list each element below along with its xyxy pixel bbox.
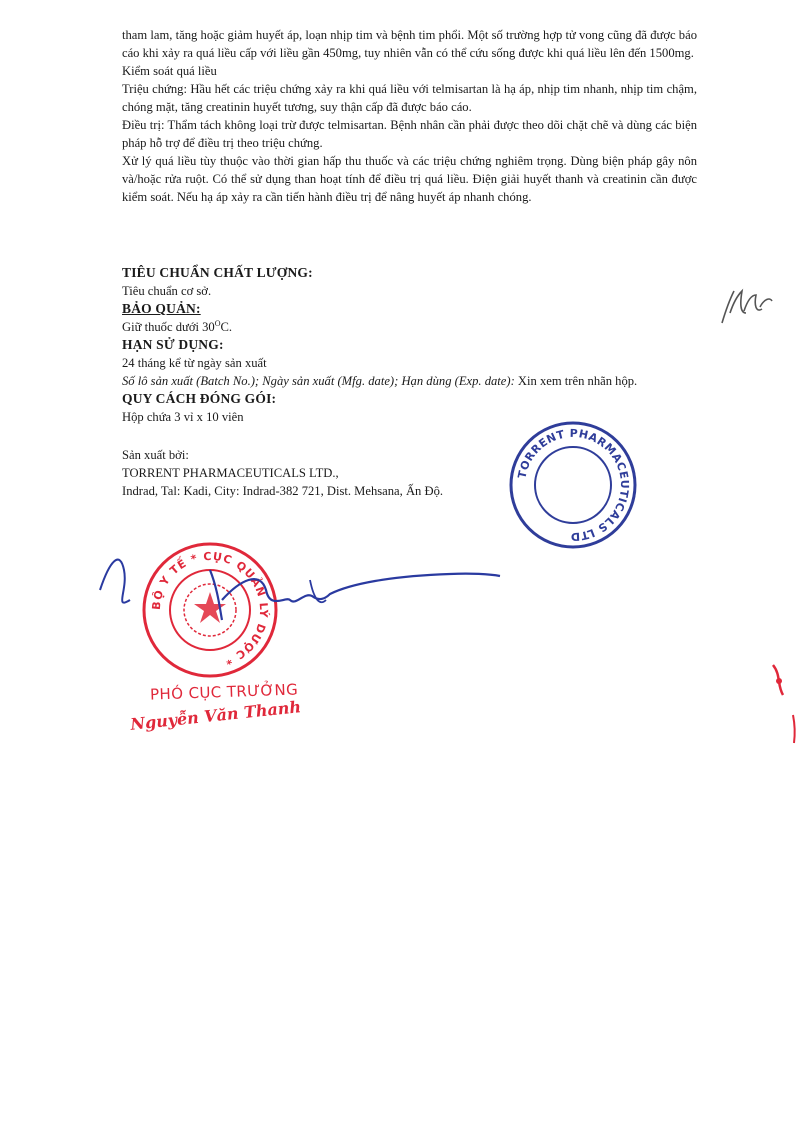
storage-heading: BẢO QUẢN: — [122, 301, 201, 316]
signature-scribble — [90, 540, 510, 630]
overdose-control-heading: Kiểm soát quá liều — [122, 64, 217, 78]
signature-title: PHÓ CỤC TRƯỞNG — [149, 680, 299, 704]
edge-stamp-mark — [765, 655, 800, 745]
batch-note-tail: Xin xem trên nhãn hộp. — [514, 374, 638, 388]
svg-text:TORRENT PHARMACEUTICALS LTD — [515, 427, 631, 543]
overdose-treatment-paragraph: Điều trị: Thẩm tách không loại trừ được telmisartan. Bệnh nhân cần phải được theo dõi chặt chẽ và dùng các biện pháp hỗ trợ để điều trị theo triệu chứng. — [122, 118, 697, 150]
overdose-symptoms-paragraph: Triệu chứng: Hầu hết các triệu chứng xảy ra khi quá liều với telmisartan là hạ áp, nhịp tim nhanh, nhịp tim chậm, chóng mặt, tăng creatinin huyết tương, suy thận cấp đã được báo cáo. — [122, 82, 697, 114]
manufacturer-name: TORRENT PHARMACEUTICALS LTD., — [122, 466, 339, 480]
initials-mark — [718, 283, 778, 333]
overdose-continued-paragraph: tham lam, tăng hoặc giảm huyết áp, loạn nhịp tim và bệnh tim phổi. Một số trường hợp tử vong cũng đã được báo cáo khi xảy ra quá liều cấp với liều gần 450mg, tuy nhiên vẫn có thể cứu sống được khi quá liều lên đến 1500mg. — [122, 28, 697, 60]
quality-heading: TIÊU CHUẨN CHẤT LƯỢNG: — [122, 265, 313, 280]
batch-note-italic: Số lô sản xuất (Batch No.); Ngày sản xuất (Mfg. date); Hạn dùng (Exp. date): — [122, 374, 515, 388]
shelf-life-heading: HẠN SỬ DỤNG: — [122, 337, 224, 352]
packaging-heading: QUY CÁCH ĐÓNG GÓI: — [122, 391, 277, 406]
storage-degree-sup: O — [214, 318, 221, 328]
manufacturer-address: Indrad, Tal: Kadi, City: Indrad-382 721, Dist. Mehsana, Ấn Độ. — [122, 484, 444, 498]
official-stamp-ring-text: BỘ Y TẾ * CỤC QUẢN LÝ DƯỢC * — [149, 549, 271, 668]
packaging-text: Hộp chứa 3 vỉ x 10 viên — [122, 410, 244, 424]
shelf-life-text: 24 tháng kể từ ngày sản xuất — [122, 356, 267, 370]
quality-text: Tiêu chuẩn cơ sở. — [122, 284, 212, 298]
storage-text — [122, 318, 697, 336]
manufacturer-label: Sản xuất bởi: — [122, 448, 189, 462]
signature-name: Nguyễn Văn Thanh — [129, 697, 302, 734]
company-stamp — [508, 420, 638, 550]
batch-note — [122, 372, 697, 390]
storage-text-unit: C. — [220, 320, 233, 334]
storage-text-main: Giữ thuốc dưới 30 — [122, 320, 215, 334]
overdose-section — [122, 26, 697, 206]
company-stamp-ring-text: TORRENT PHARMACEUTICALS LTD — [515, 426, 632, 544]
overdose-handling-paragraph: Xử lý quá liều tùy thuộc vào thời gian hấp thu thuốc và các triệu chứng nghiêm trọng. Dùng biện pháp gây nôn và/hoặc rửa ruột. Có thể sử dụng than hoạt tính để điều trị quá liều. Điện giải huyết thanh và creatinin cần được kiểm soát. Nếu hạ áp xảy ra cần tiến hành điều trị để nâng huyết áp nhanh chóng. — [122, 154, 697, 204]
